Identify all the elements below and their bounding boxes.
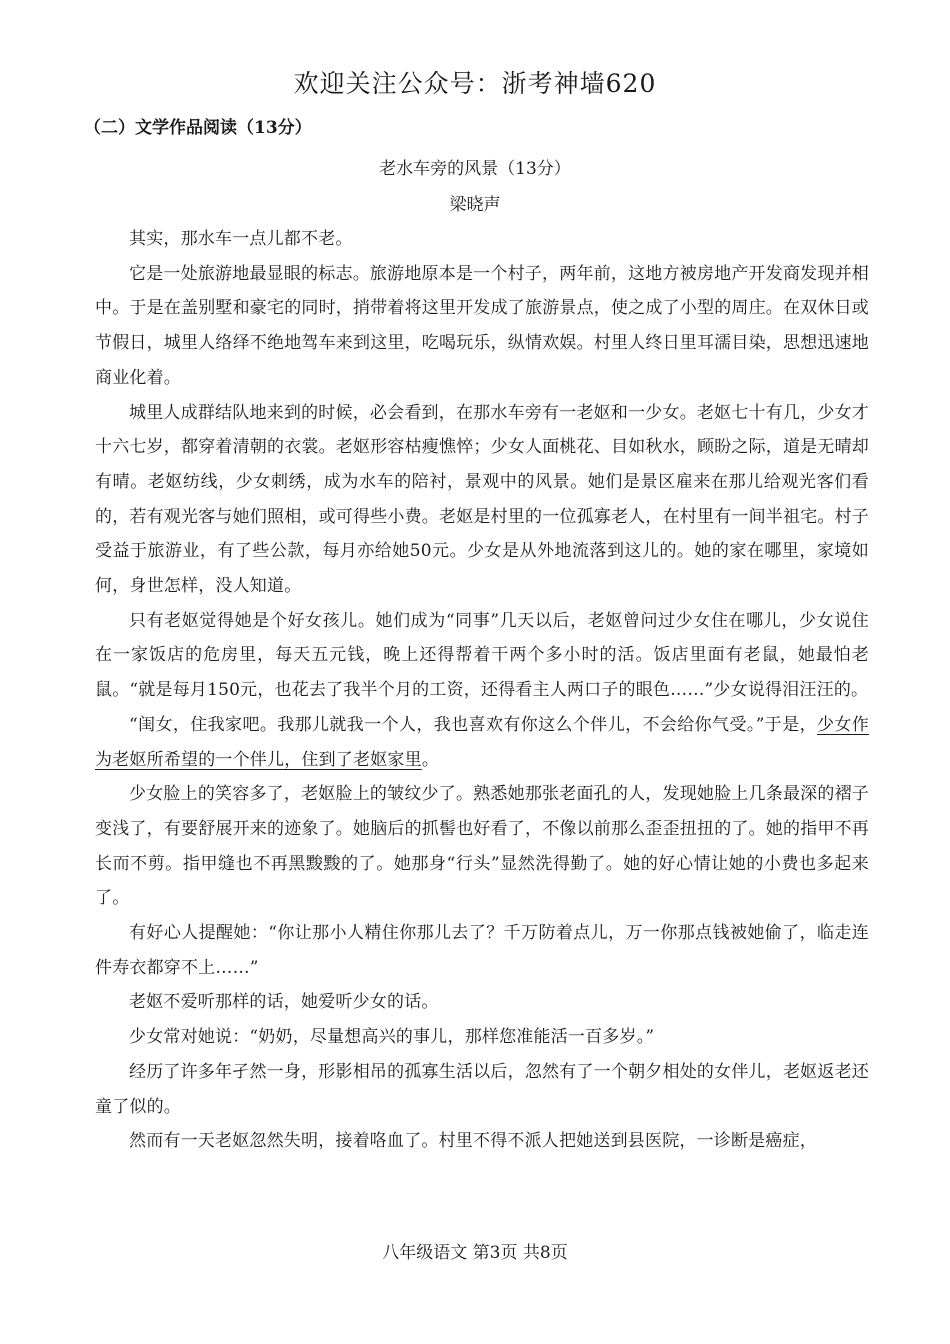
paragraph-with-underline bbox=[95, 708, 869, 777]
paragraph: 它是一处旅游地最显眼的标志。旅游地原本是一个村子，两年前，这地方被房地产开发商发现并相中。于是在盖别墅和豪宅的同时，捎带着将这里开发成了旅游景点，使之成了小型的周庄。在双休日或节假日，城里人络绎不绝地驾车来到这里，吃喝玩乐，纵情欢娱。村里人终日里耳濡目染，思想迅速地商业化着。 bbox=[95, 263, 869, 388]
paragraph: 然而有一天老妪忽然失明，接着咯血了。村里不得不派人把她送到县医院，一诊断是癌症， bbox=[129, 1131, 817, 1152]
header-banner: 欢迎关注公众号：浙考神墙620 bbox=[293, 69, 657, 98]
paragraph: 经历了许多年孑然一身，形影相吊的孤寡生活以后，忽然有了一个朝夕相处的女伴儿，老妪返老还童了似的。 bbox=[95, 1061, 869, 1117]
page-footer: 八年级语文 第3页 共8页 bbox=[382, 1243, 568, 1263]
section-heading: （二）文学作品阅读（13分） bbox=[84, 118, 312, 138]
article-body bbox=[95, 222, 869, 1159]
paragraph: 有好心人提醒她：“你让那小人精住你那儿去了？千万防着点儿，万一你那点钱被她偷了，临走连件寿衣都穿不上……” bbox=[95, 923, 869, 978]
underlined-sentence: 少女作为老妪所希望的一个伴儿，住到了老妪家里 bbox=[95, 714, 869, 770]
article-title: 老水车旁的风景（13分） bbox=[379, 159, 571, 179]
paragraph: 只有老妪觉得她是个好女孩儿。她们成为“同事”几天以后，老妪曾问过少女住在哪儿，少女说住在一家饭店的危房里，每天五元钱，晚上还得帮着干两个多小时的活。饭店里面有老鼠，她最怕老鼠。“就是每月150元，也花去了我半个月的工资，还得看主人两口子的眼色……”少女说得泪汪汪的。 bbox=[95, 610, 869, 701]
article-author: 梁晓声 bbox=[449, 195, 501, 215]
paragraph: 其实，那水车一点儿都不老。 bbox=[129, 229, 353, 249]
paragraph: 老妪不爱听那样的话，她爱听少女的话。 bbox=[129, 992, 439, 1013]
paragraph: 少女脸上的笑容多了，老妪脸上的皱纹少了。熟悉她那张老面孔的人，发现她脸上几条最深的褶子变浅了，有要舒展开来的迹象了。她脑后的抓髻也好看了，不像以前那么歪歪扭扭的了。她的指甲不再长而不剪。指甲缝也不再黑黢黢的了。她那身“行头”显然洗得勤了。她的好心情让她的小费也多起来了。 bbox=[95, 784, 869, 909]
paragraph: 城里人成群结队地来到的时候，必会看到，在那水车旁有一老妪和一少女。老妪七十有几，少女才十六七岁，都穿着清朝的衣裳。老妪形容枯瘦憔悴；少女人面桃花、目如秋水，顾盼之际，道是无晴却有晴。老妪纺线，少女刺绣，成为水车的陪衬，景观中的风景。她们是景区雇来在那儿给观光客们看的，若有观光客与她们照相，或可得些小费。老妪是村里的一位孤寡老人，在村里有一间半祖宅。村子受益于旅游业，有了些公款，每月亦给她50元。少女是从外地流落到这儿的。她的家在哪里，家境如何，身世怎样，没人知道。 bbox=[95, 402, 869, 597]
paragraph-lead: “闺女，住我家吧。我那儿就我一个人，我也喜欢有你这么个伴儿，不会给你气受。”于是， bbox=[129, 714, 817, 735]
underlined-tail: 。 bbox=[421, 749, 440, 770]
paragraph: 少女常对她说：“奶奶，尽量想高兴的事儿，那样您准能活一百多岁。” bbox=[129, 1027, 655, 1048]
